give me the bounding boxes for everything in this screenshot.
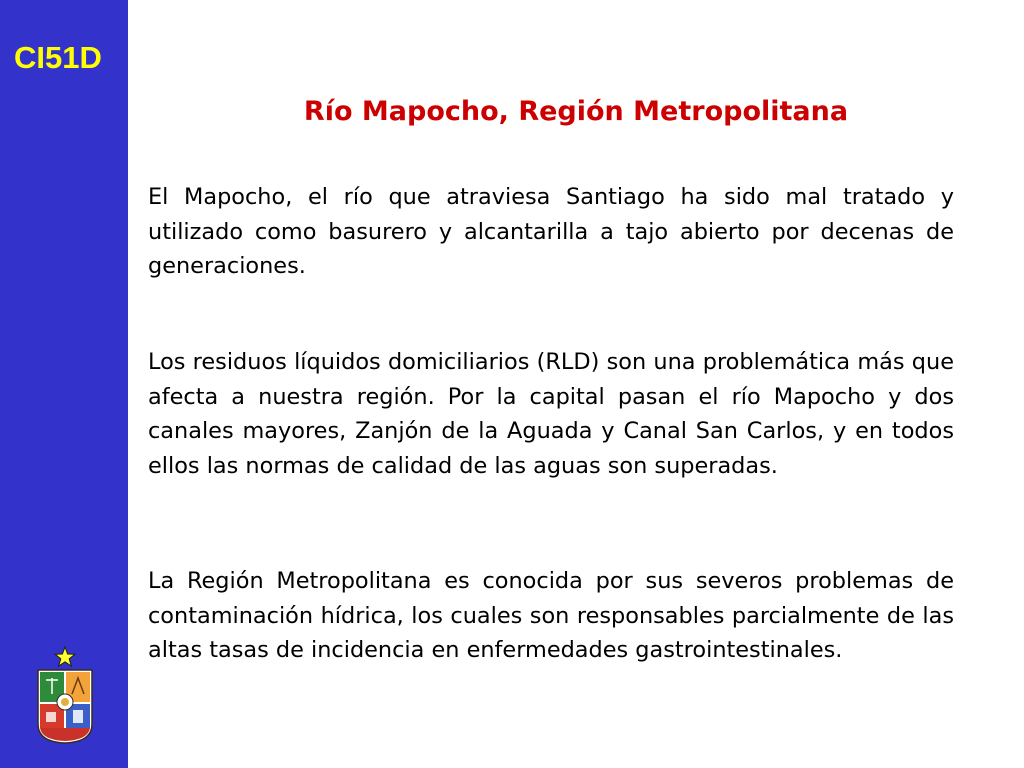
sidebar bbox=[0, 0, 128, 768]
paragraph-contaminacion: La Región Metropolitana es conocida por sus severos problemas de contaminación hídrica, los cuales son responsables parcialmente de las altas tasas de incidencia en enfermedades gastrointestinales. bbox=[148, 568, 954, 663]
paragraph-residuos: Los residuos líquidos domiciliarios (RLD) son una problemática más que afecta a nuestra región. Por la capital pasan el río Mapocho y dos canales mayores, Zanjón de la Aguada y Canal San Carlos, y en todos ellos las normas de calidad de las aguas son superadas. bbox=[148, 349, 954, 479]
slide-title: Río Mapocho, Región Metropolitana bbox=[303, 96, 849, 127]
star-icon bbox=[54, 646, 76, 668]
university-crest-icon bbox=[36, 668, 94, 744]
paragraph-mapocho: El Mapocho, el río que atraviesa Santiago ha sido mal tratado y utilizado como basurero y alcantarilla a tajo abierto por decenas de generaciones. bbox=[148, 184, 954, 279]
course-code: CI51D bbox=[14, 40, 102, 75]
